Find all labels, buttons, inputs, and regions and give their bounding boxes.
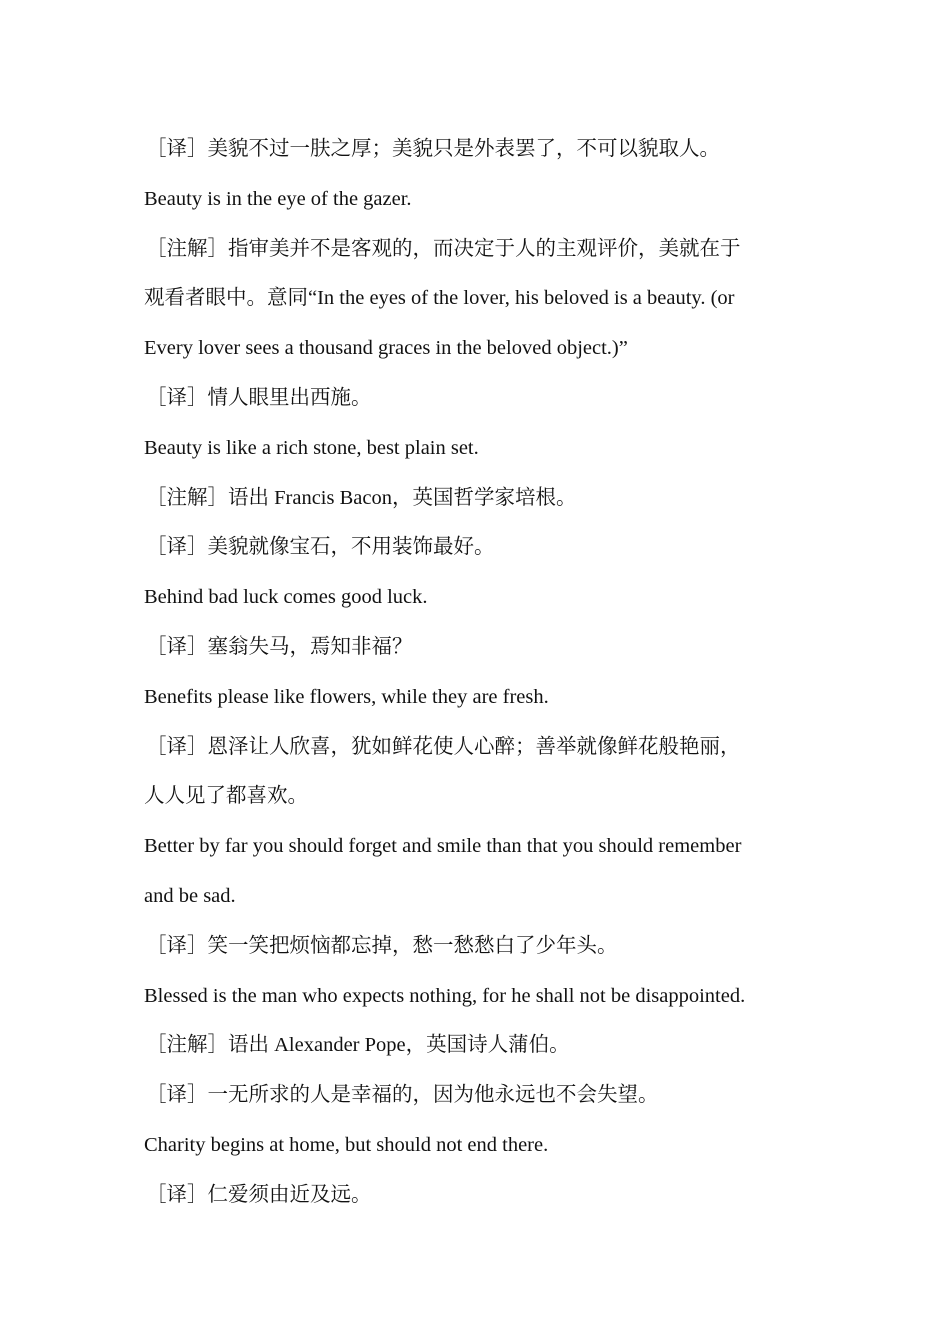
translation-line: ［译］美貌就像宝石，不用装饰最好。 — [146, 536, 495, 559]
translation-line: ［译］情人眼里出西施。 — [146, 386, 372, 409]
proverb-line: Better by far you should forget and smile than that you should remember — [144, 835, 742, 858]
proverb-line: Beauty is in the eye of the gazer. — [144, 187, 412, 210]
translation-line: ［译］美貌不过一肤之厚；美貌只是外表罢了，不可以貌取人。 — [146, 138, 720, 160]
annotation-line: ［注解］指审美并不是客观的，而决定于人的主观评价，美就在于 — [146, 237, 741, 260]
annotation-line: ［注解］语出 Alexander Pope，英国诗人蒲伯。 — [146, 1034, 570, 1057]
translation-line: ［译］笑一笑把烦恼都忘掉，愁一愁愁白了少年头。 — [146, 934, 618, 957]
document-body — [144, 125, 812, 1221]
translation-line: ［译］恩泽让人欣喜，犹如鲜花使人心醉；善举就像鲜花般艳丽， — [146, 735, 741, 758]
translation-line: ［译］塞翁失马，焉知非福？ — [146, 635, 413, 658]
proverb-line: Blessed is the man who expects nothing, for he shall not be disappointed. — [144, 984, 746, 1007]
proverb-line: Benefits please like flowers, while they are fresh. — [144, 685, 549, 708]
proverb-line-continued: and be sad. — [144, 884, 236, 907]
translation-line-continued: 人人见了都喜欢。 — [144, 785, 308, 808]
translation-line: ［译］一无所求的人是幸福的，因为他永远也不会失望。 — [146, 1084, 659, 1107]
proverb-line: Charity begins at home, but should not end there. — [144, 1133, 549, 1156]
annotation-line-continued: 观看者眼中。意同“In the eyes of the lover, his beloved is a beauty. (or — [144, 287, 735, 310]
proverb-line: Beauty is like a rich stone, best plain set. — [144, 436, 479, 459]
annotation-line: ［注解］语出 Francis Bacon，英国哲学家培根。 — [146, 486, 577, 509]
annotation-line-continued: Every lover sees a thousand graces in the beloved object.)” — [144, 337, 628, 360]
proverb-line: Behind bad luck comes good luck. — [144, 586, 428, 609]
translation-line: ［译］仁爱须由近及远。 — [146, 1183, 372, 1206]
